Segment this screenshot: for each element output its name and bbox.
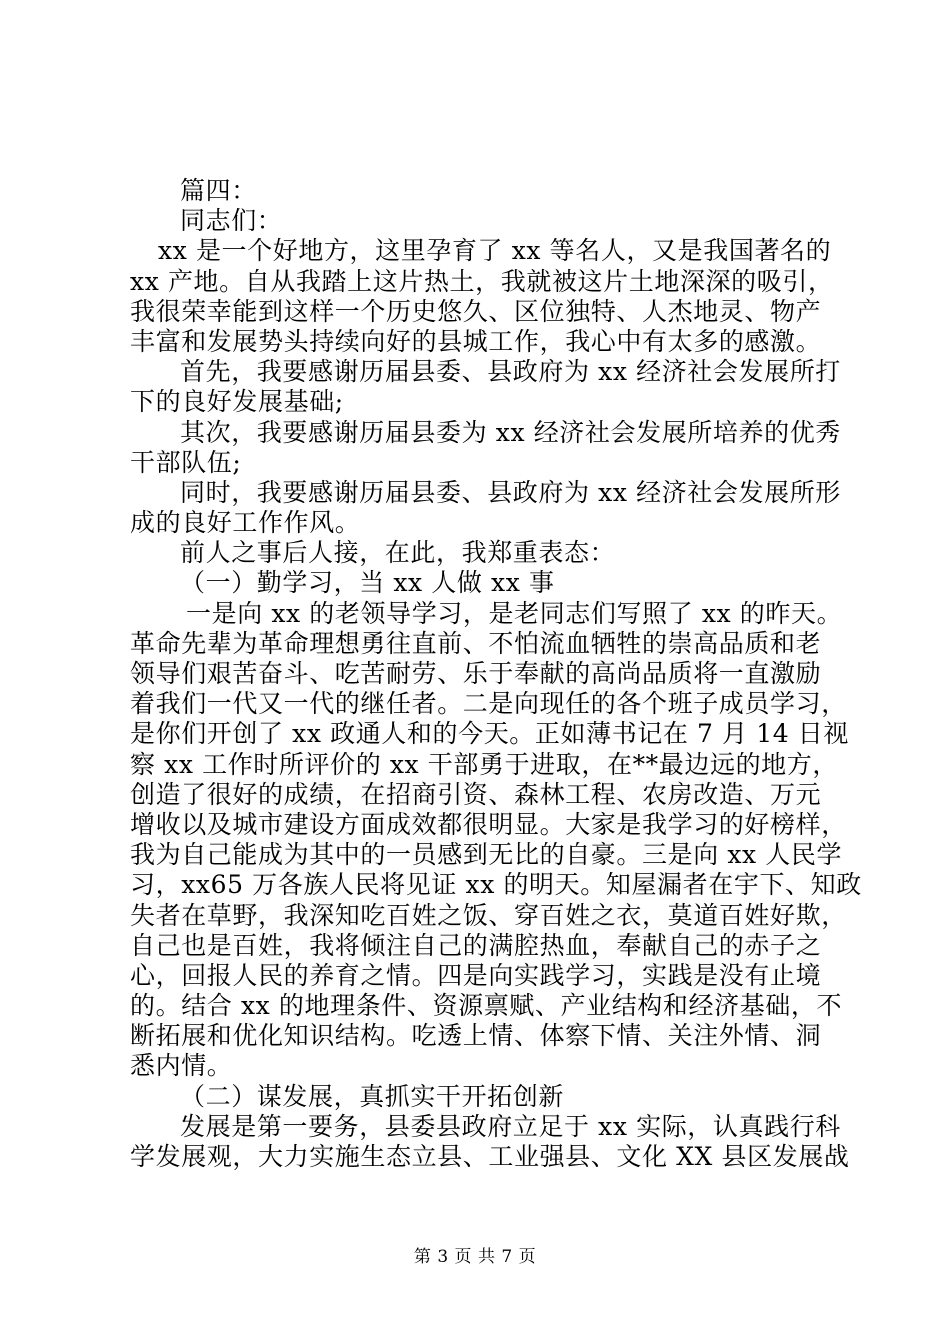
text-line: 同时，我要感谢历届县委、县政府为 xx 经济社会发展所形 — [180, 477, 841, 507]
document-body — [130, 176, 862, 1172]
text-line: 习，xx65 万各族人民将见证 xx 的明天。知屋漏者在宇下、知政 — [130, 870, 862, 900]
text-line: 一是向 xx 的老领导学习，是老同志们写照了 xx 的昨天。 — [186, 598, 843, 628]
text-line: 下的良好发展基础; — [130, 387, 344, 417]
text-line: 是你们开创了 xx 政通人和的今天。正如薄书记在 7 月 14 日视 — [130, 719, 849, 749]
text-line: 成的良好工作作风。 — [130, 508, 361, 538]
text-line: 察 xx 工作时所评价的 xx 干部勇于进取，在**最边远的地方， — [130, 749, 838, 779]
text-line: 创造了很好的成绩，在招商引资、森林工程、农房改造、万元 — [130, 779, 822, 809]
page-footer: 第 3 页 共 7 页 — [413, 1247, 537, 1267]
text-line: 前人之事后人接，在此，我郑重表态： — [180, 538, 616, 568]
text-line: 我为自己能成为其中的一员感到无比的自豪。三是向 xx 人民学 — [130, 840, 843, 870]
text-line: xx 是一个好地方，这里孕育了 xx 等名人，又是我国著名的 — [158, 236, 832, 266]
text-line: 发展是第一要务，县委县政府立足于 xx 实际，认真践行科 — [180, 1111, 841, 1141]
text-line: 心，回报人民的养育之情。四是向实践学习，实践是没有止境 — [130, 960, 822, 990]
text-line: 其次，我要感谢历届县委为 xx 经济社会发展所培养的优秀 — [180, 417, 841, 447]
text-line: （二）谋发展，真抓实干开拓创新 — [180, 1081, 565, 1111]
text-line: 失者在草野，我深知吃百姓之饭、穿百姓之衣，莫道百姓好欺， — [130, 900, 847, 930]
text-line: 干部队伍; — [130, 447, 242, 477]
text-line: 丰富和发展势头持续向好的县城工作，我心中有太多的感激。 — [130, 326, 822, 356]
text-line: 首先，我要感谢历届县委、县政府为 xx 经济社会发展所打 — [180, 357, 841, 387]
text-line: 篇四： — [180, 176, 257, 205]
text-line: 领导们艰苦奋斗、吃苦耐劳、乐于奉献的高尚品质将一直激励 — [130, 659, 822, 688]
text-line: 我很荣幸能到这样一个历史悠久、区位独特、人杰地灵、物产 — [130, 296, 822, 326]
text-line: 自己也是百姓，我将倾注自己的满腔热血，奉献自己的赤子之 — [130, 930, 822, 960]
text-line: xx 产地。自从我踏上这片热土，我就被这片土地深深的吸引， — [130, 266, 834, 296]
text-line: 革命先辈为革命理想勇往直前、不怕流血牺牲的崇高品质和老 — [130, 628, 822, 658]
text-line: 学发展观，大力实施生态立县、工业强县、文化 XX 县区发展战 — [130, 1142, 850, 1171]
text-line: 增收以及城市建设方面成效都很明显。大家是我学习的好榜样， — [130, 809, 847, 839]
text-line: 着我们一代又一代的继任者。二是向现任的各个班子成员学习， — [130, 689, 847, 719]
text-line: 悉内情。 — [130, 1051, 233, 1081]
text-line: 断拓展和优化知识结构。吃透上情、体察下情、关注外情、洞 — [130, 1021, 822, 1051]
text-line: 同志们： — [180, 206, 283, 236]
text-line: （一）勤学习，当 xx 人做 xx 事 — [180, 568, 555, 598]
text-line: 的。结合 xx 的地理条件、资源禀赋、产业结构和经济基础，不 — [130, 991, 843, 1021]
